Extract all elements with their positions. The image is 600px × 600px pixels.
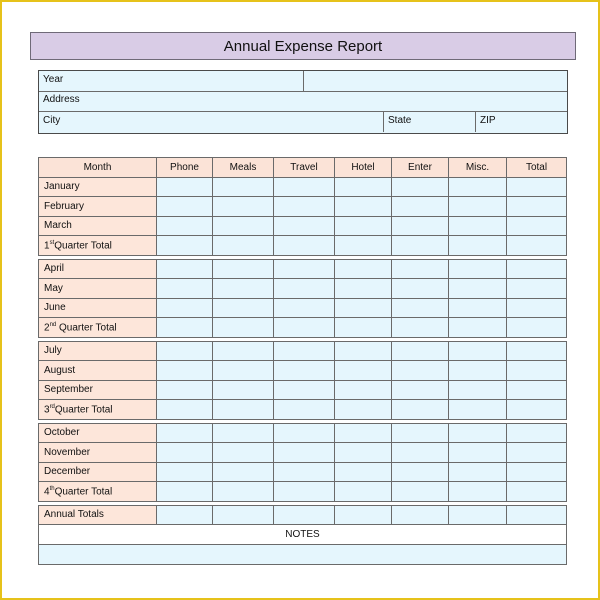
expense-cell[interactable] xyxy=(392,462,449,482)
expense-cell[interactable] xyxy=(392,341,449,361)
notes-header-row xyxy=(39,525,567,545)
header-phone: Phone xyxy=(157,158,213,178)
ordinal-suffix: rd xyxy=(49,403,55,410)
expense-cell[interactable] xyxy=(213,298,274,318)
city-label: City xyxy=(43,115,61,126)
expense-cell[interactable] xyxy=(449,177,507,197)
header-enter: Enter xyxy=(392,158,449,178)
expense-cell[interactable] xyxy=(449,279,507,299)
report-title: Annual Expense Report xyxy=(30,32,576,60)
row-label: November xyxy=(39,443,157,463)
expense-cell[interactable] xyxy=(335,443,392,463)
row-label: January xyxy=(39,177,157,197)
quarter-number: 2 xyxy=(44,321,50,333)
row-label: October xyxy=(39,423,157,443)
expense-cell[interactable] xyxy=(274,443,335,463)
address-label: Address xyxy=(43,94,80,105)
expense-cell[interactable] xyxy=(507,197,567,217)
row-label: March xyxy=(39,216,157,236)
expense-cell[interactable] xyxy=(213,380,274,400)
expense-cell[interactable] xyxy=(157,505,213,525)
expense-cell[interactable] xyxy=(335,400,392,420)
expense-cell[interactable] xyxy=(274,380,335,400)
expense-cell[interactable] xyxy=(449,341,507,361)
expense-cell[interactable] xyxy=(449,462,507,482)
table-row xyxy=(39,259,567,279)
expense-cell[interactable] xyxy=(449,423,507,443)
expense-cell[interactable] xyxy=(157,318,213,338)
expense-cell[interactable] xyxy=(213,341,274,361)
expense-cell[interactable] xyxy=(392,298,449,318)
expense-cell[interactable] xyxy=(449,505,507,525)
expense-cell[interactable] xyxy=(274,341,335,361)
expense-cell[interactable] xyxy=(213,482,274,502)
expense-cell[interactable] xyxy=(274,505,335,525)
expense-cell[interactable] xyxy=(507,236,567,256)
notes-field[interactable] xyxy=(39,544,567,564)
quarter-label-text: Quarter Total xyxy=(56,321,117,333)
expense-cell[interactable] xyxy=(274,361,335,381)
city-row xyxy=(39,112,567,132)
expense-cell[interactable] xyxy=(213,318,274,338)
expense-cell[interactable] xyxy=(392,216,449,236)
header-misc: Misc. xyxy=(449,158,507,178)
expense-cell[interactable] xyxy=(213,197,274,217)
table-row xyxy=(39,341,567,361)
state-label: State xyxy=(383,112,475,132)
expense-cell[interactable] xyxy=(507,400,567,420)
expense-cell[interactable] xyxy=(274,400,335,420)
expense-cell[interactable] xyxy=(213,177,274,197)
expense-cell[interactable] xyxy=(392,177,449,197)
expense-cell[interactable] xyxy=(274,259,335,279)
table-row xyxy=(39,443,567,463)
row-label xyxy=(39,482,157,502)
quarter-label-text: Quarter Total xyxy=(54,403,113,415)
row-label: Annual Totals xyxy=(39,505,157,525)
expense-cell[interactable] xyxy=(449,318,507,338)
header-row xyxy=(39,158,567,178)
expense-cell[interactable] xyxy=(392,279,449,299)
zip-label: ZIP xyxy=(475,112,567,132)
expense-cell[interactable] xyxy=(507,216,567,236)
expense-cell[interactable] xyxy=(392,236,449,256)
row-label: August xyxy=(39,361,157,381)
expense-cell[interactable] xyxy=(157,259,213,279)
expense-cell[interactable] xyxy=(335,318,392,338)
ordinal-suffix: th xyxy=(49,485,55,492)
expense-cell[interactable] xyxy=(507,318,567,338)
expense-cell[interactable] xyxy=(392,400,449,420)
expense-cell[interactable] xyxy=(392,318,449,338)
expense-cell[interactable] xyxy=(335,177,392,197)
ordinal-suffix: st xyxy=(49,239,55,246)
row-label: May xyxy=(39,279,157,299)
expense-cell[interactable] xyxy=(213,462,274,482)
row-label: September xyxy=(39,380,157,400)
header-total: Total xyxy=(507,158,567,178)
quarter-label-text: Quarter Total xyxy=(54,485,113,497)
quarter-label-text: Quarter Total xyxy=(54,239,112,251)
expense-cell[interactable] xyxy=(274,462,335,482)
quarter-number: 3 xyxy=(44,403,50,415)
row-label: July xyxy=(39,341,157,361)
expense-table xyxy=(38,157,567,565)
expense-cell[interactable] xyxy=(213,236,274,256)
expense-cell[interactable] xyxy=(507,259,567,279)
expense-cell[interactable] xyxy=(335,259,392,279)
expense-cell[interactable] xyxy=(335,216,392,236)
expense-cell[interactable] xyxy=(449,197,507,217)
expense-cell[interactable] xyxy=(157,400,213,420)
table-row xyxy=(39,462,567,482)
expense-cell[interactable] xyxy=(507,298,567,318)
expense-cell[interactable] xyxy=(274,236,335,256)
annual-totals-row xyxy=(39,505,567,525)
expense-cell[interactable] xyxy=(507,482,567,502)
info-section xyxy=(38,70,568,134)
expense-cell[interactable] xyxy=(213,423,274,443)
table-row xyxy=(39,423,567,443)
quarter-number: 1 xyxy=(44,239,50,251)
quarter-total-row xyxy=(39,400,567,420)
expense-cell[interactable] xyxy=(507,423,567,443)
header-travel: Travel xyxy=(274,158,335,178)
expense-cell[interactable] xyxy=(274,318,335,338)
expense-cell[interactable] xyxy=(213,216,274,236)
expense-cell[interactable] xyxy=(213,505,274,525)
expense-cell[interactable] xyxy=(392,259,449,279)
table-row xyxy=(39,279,567,299)
table-row xyxy=(39,361,567,381)
quarter-total-row xyxy=(39,482,567,502)
expense-cell[interactable] xyxy=(157,236,213,256)
expense-cell[interactable] xyxy=(449,298,507,318)
ordinal-suffix: nd xyxy=(49,321,57,328)
expense-cell[interactable] xyxy=(335,197,392,217)
expense-cell[interactable] xyxy=(274,423,335,443)
expense-cell[interactable] xyxy=(274,197,335,217)
expense-cell[interactable] xyxy=(335,505,392,525)
expense-cell[interactable] xyxy=(392,361,449,381)
expense-cell[interactable] xyxy=(274,298,335,318)
table-row xyxy=(39,380,567,400)
expense-cell[interactable] xyxy=(449,400,507,420)
expense-cell[interactable] xyxy=(392,197,449,217)
expense-cell[interactable] xyxy=(507,443,567,463)
expense-cell[interactable] xyxy=(157,197,213,217)
expense-cell[interactable] xyxy=(392,443,449,463)
expense-cell[interactable] xyxy=(449,443,507,463)
expense-cell[interactable] xyxy=(449,380,507,400)
row-label xyxy=(39,400,157,420)
expense-cell[interactable] xyxy=(335,423,392,443)
expense-cell[interactable] xyxy=(335,298,392,318)
quarter-total-row xyxy=(39,318,567,338)
expense-cell[interactable] xyxy=(507,341,567,361)
expense-cell[interactable] xyxy=(449,361,507,381)
year-field[interactable] xyxy=(303,71,567,91)
expense-cell[interactable] xyxy=(507,462,567,482)
notes-label: NOTES xyxy=(39,525,567,545)
row-label: April xyxy=(39,259,157,279)
header-month: Month xyxy=(39,158,157,178)
expense-cell[interactable] xyxy=(274,279,335,299)
header-hotel: Hotel xyxy=(335,158,392,178)
expense-cell[interactable] xyxy=(335,380,392,400)
expense-cell[interactable] xyxy=(274,177,335,197)
table-row xyxy=(39,197,567,217)
expense-cell[interactable] xyxy=(157,443,213,463)
expense-cell[interactable] xyxy=(449,259,507,279)
expense-cell[interactable] xyxy=(392,423,449,443)
row-label: June xyxy=(39,298,157,318)
quarter-number: 4 xyxy=(44,485,50,497)
quarter-total-row xyxy=(39,236,567,256)
expense-cell[interactable] xyxy=(335,482,392,502)
expense-cell[interactable] xyxy=(213,259,274,279)
expense-cell[interactable] xyxy=(157,279,213,299)
expense-cell[interactable] xyxy=(507,505,567,525)
expense-cell[interactable] xyxy=(335,279,392,299)
expense-cell[interactable] xyxy=(507,361,567,381)
expense-cell[interactable] xyxy=(157,341,213,361)
expense-cell[interactable] xyxy=(392,482,449,502)
expense-cell[interactable] xyxy=(335,236,392,256)
expense-cell[interactable] xyxy=(213,279,274,299)
expense-cell[interactable] xyxy=(274,482,335,502)
expense-cell[interactable] xyxy=(157,361,213,381)
expense-cell[interactable] xyxy=(213,443,274,463)
expense-cell[interactable] xyxy=(507,177,567,197)
expense-cell[interactable] xyxy=(213,361,274,381)
expense-cell[interactable] xyxy=(157,482,213,502)
expense-cell[interactable] xyxy=(392,380,449,400)
expense-cell[interactable] xyxy=(157,423,213,443)
year-label: Year xyxy=(43,74,64,85)
row-label xyxy=(39,236,157,256)
expense-cell[interactable] xyxy=(335,462,392,482)
expense-cell[interactable] xyxy=(449,236,507,256)
table-row xyxy=(39,216,567,236)
expense-cell[interactable] xyxy=(507,279,567,299)
expense-cell[interactable] xyxy=(392,505,449,525)
header-meals: Meals xyxy=(213,158,274,178)
expense-cell[interactable] xyxy=(157,216,213,236)
expense-cell[interactable] xyxy=(507,380,567,400)
expense-cell[interactable] xyxy=(213,400,274,420)
expense-cell[interactable] xyxy=(157,177,213,197)
expense-cell[interactable] xyxy=(157,380,213,400)
expense-cell[interactable] xyxy=(157,298,213,318)
row-label xyxy=(39,318,157,338)
row-label: December xyxy=(39,462,157,482)
expense-cell[interactable] xyxy=(157,462,213,482)
expense-cell[interactable] xyxy=(274,216,335,236)
year-row xyxy=(39,71,567,92)
row-label: February xyxy=(39,197,157,217)
table-row xyxy=(39,177,567,197)
address-row xyxy=(39,91,567,112)
table-row xyxy=(39,298,567,318)
notes-row xyxy=(39,544,567,564)
expense-cell[interactable] xyxy=(449,482,507,502)
expense-cell[interactable] xyxy=(335,361,392,381)
expense-cell[interactable] xyxy=(335,341,392,361)
expense-cell[interactable] xyxy=(449,216,507,236)
